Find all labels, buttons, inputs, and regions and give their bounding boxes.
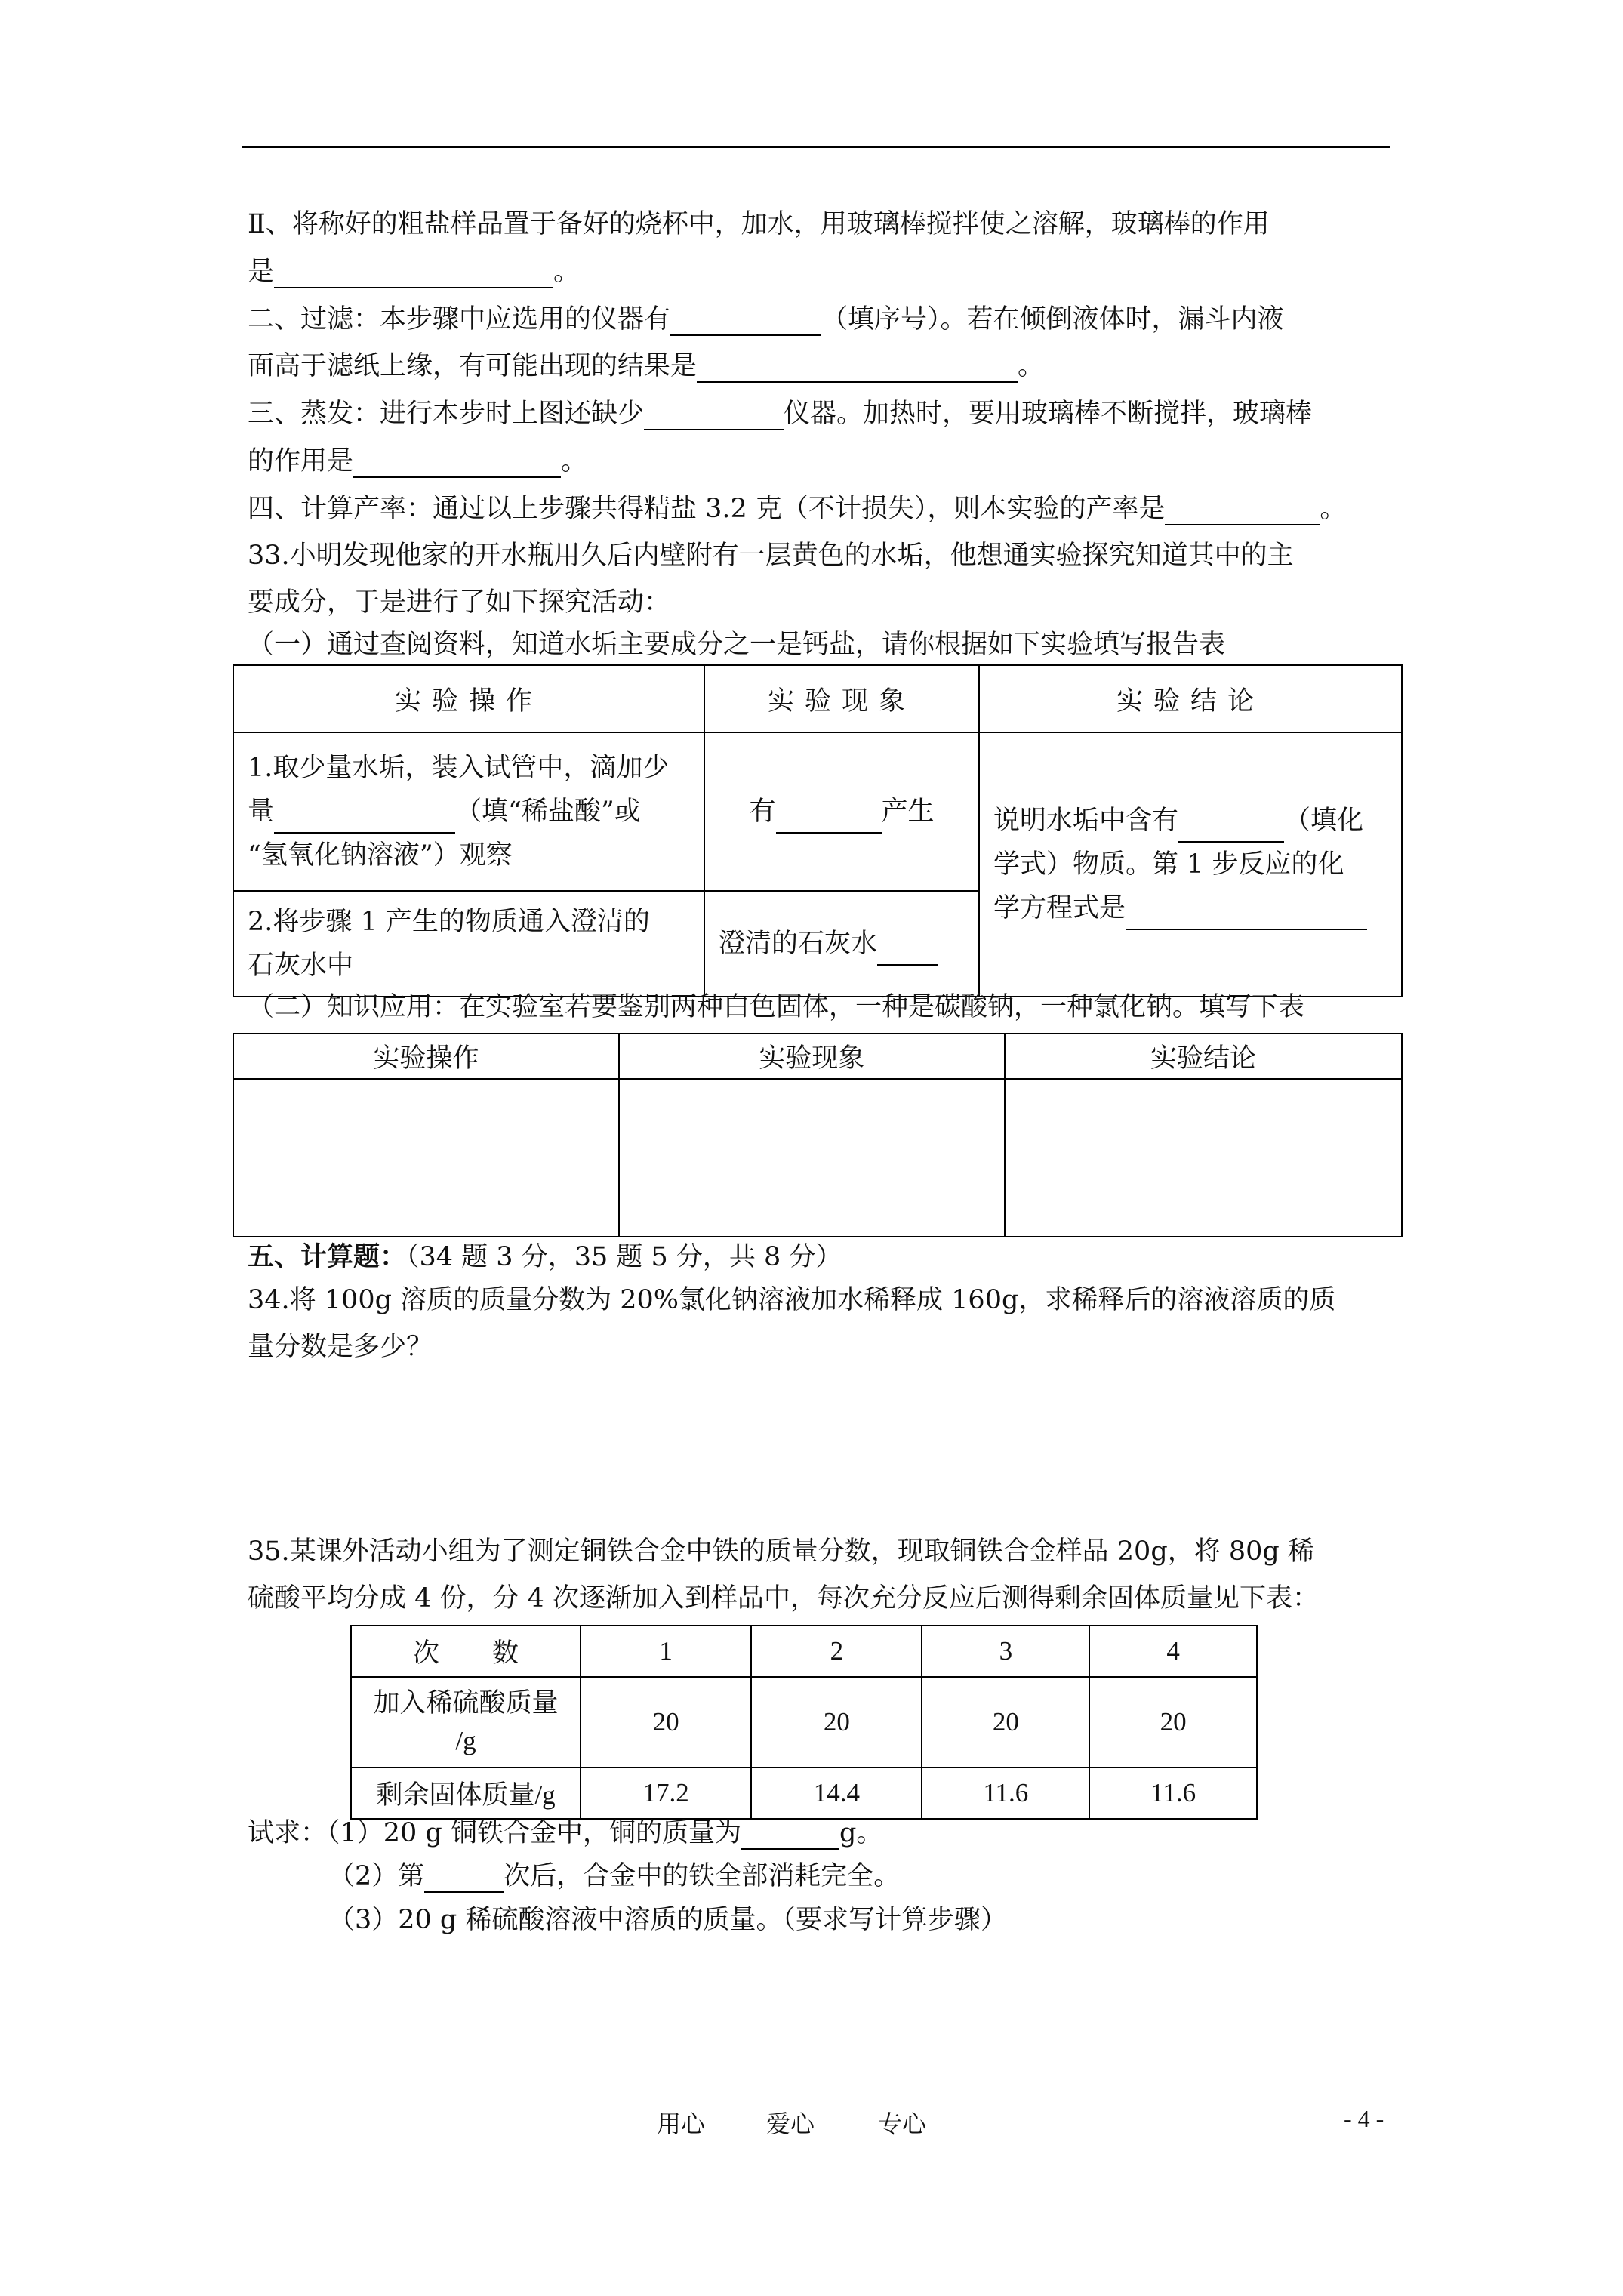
table-cell: 11.6 <box>922 1767 1089 1819</box>
identify-table <box>233 1033 1403 1237</box>
ask-2: （2）第 次后，合金中的铁全部消耗完全。 <box>328 1861 901 1891</box>
table-row <box>351 1677 1257 1767</box>
filter-line2: 面高于滤纸上缘，有可能出现的结果是 。 <box>248 351 1045 381</box>
table-cell: 有 产生 <box>704 732 979 891</box>
answer-blank[interactable] <box>776 805 882 834</box>
table-cell: 加入稀硫酸质量 /g <box>351 1677 581 1767</box>
table-header: 实验现象 <box>704 665 979 732</box>
answer-blank[interactable] <box>1126 901 1367 930</box>
table-cell: 17.2 <box>581 1767 751 1819</box>
step2-line2: 是 。 <box>248 257 581 287</box>
footer-text: 用心 <box>657 2110 706 2138</box>
table-cell[interactable] <box>1005 1079 1402 1237</box>
table-header: 实验结论 <box>1005 1034 1402 1079</box>
header-rule <box>242 146 1390 148</box>
q34-line1: 34.将 100g 溶质的质量分数为 20%氯化钠溶液加水稀释成 160g，求稀释后的溶液溶质的质 <box>248 1285 1336 1315</box>
footer-text: 爱心 <box>766 2110 815 2138</box>
table-header: 实验操作 <box>233 1034 619 1079</box>
evap-line1: 三、蒸发：进行本步时上图还缺少 仪器。加热时，要用玻璃棒不断搅拌，玻璃棒 <box>248 399 1313 429</box>
answer-blank[interactable] <box>353 449 561 478</box>
table-cell: 1.取少量水垢，装入试管中，滴加少 量 （填“稀盐酸”或 “氢氧化钠溶液”）观察 <box>233 732 704 891</box>
q33-line2: 要成分，于是进行了如下探究活动： <box>248 587 671 618</box>
table-cell: 2.将步骤 1 产生的物质通入澄清的 石灰水中 <box>233 891 704 997</box>
page-number: - 4 - <box>1344 2105 1384 2132</box>
filter-line1: 二、过滤：本步骤中应选用的仪器有 （填序号）。若在倾倒液体时，漏斗内液 <box>248 304 1284 334</box>
q33-part2: （二）知识应用：在实验室若要鉴别两种白色固体，一种是碳酸钠，一种氯化钠。填写下表 <box>248 992 1305 1022</box>
table-cell: 4 <box>1089 1626 1257 1677</box>
data-table <box>350 1625 1258 1820</box>
q35-line2: 硫酸平均分成 4 份，分 4 次逐渐加入到样品中，每次充分反应后测得剩余固体质量见下表： <box>248 1583 1320 1613</box>
table-header: 实验结论 <box>979 665 1402 732</box>
table-cell: 11.6 <box>1089 1767 1257 1819</box>
table-cell: 次 数 <box>351 1626 581 1677</box>
table-cell: 说明水垢中含有 （填化 学式）物质。第 1 步反应的化 学方程式是 <box>979 732 1402 997</box>
answer-blank[interactable] <box>741 1821 839 1850</box>
report-table <box>233 664 1403 997</box>
table-cell: 2 <box>751 1626 922 1677</box>
table-row <box>351 1767 1257 1819</box>
table-cell: 20 <box>581 1677 751 1767</box>
step2-line1: Ⅱ、将称好的粗盐样品置于备好的烧杯中，加水，用玻璃棒搅拌使之溶解，玻璃棒的作用 <box>248 209 1270 239</box>
table-cell: 20 <box>751 1677 922 1767</box>
ask-3: （3）20 g 稀硫酸溶液中溶质的质量。（要求写计算步骤） <box>328 1905 1007 1935</box>
answer-blank[interactable] <box>424 1864 504 1893</box>
table-cell: 3 <box>922 1626 1089 1677</box>
answer-blank[interactable] <box>1165 497 1320 525</box>
answer-blank[interactable] <box>274 260 553 288</box>
answer-blank[interactable] <box>670 307 821 336</box>
answer-blank[interactable] <box>644 402 784 430</box>
answer-blank[interactable] <box>274 805 455 834</box>
yield-line: 四、计算产率：通过以上步骤共得精盐 3.2 克（不计损失），则本实验的产率是 。 <box>248 494 1347 524</box>
q33-line1: 33.小明发现他家的开水瓶用久后内壁附有一层黄色的水垢，他想通实验探究知道其中的主 <box>248 541 1294 571</box>
table-cell: 14.4 <box>751 1767 922 1819</box>
evap-line2: 的作用是 。 <box>248 446 588 476</box>
q33-part1: （一）通过查阅资料，知道水垢主要成分之一是钙盐，请你根据如下实验填写报告表 <box>248 630 1226 660</box>
table-cell: 20 <box>922 1677 1089 1767</box>
answer-blank[interactable] <box>1178 814 1284 843</box>
table-header: 实验操作 <box>233 665 704 732</box>
sec5-title: 五、计算题：（34 题 3 分，35 题 5 分，共 8 分） <box>248 1241 842 1272</box>
answer-blank[interactable] <box>877 937 938 966</box>
footer-text: 专心 <box>878 2110 927 2138</box>
answer-blank[interactable] <box>697 354 1018 383</box>
ask-1: 试求：（1）20 g 铜铁合金中，铜的质量为 g。 <box>248 1818 883 1848</box>
table-row <box>351 1626 1257 1677</box>
table-cell[interactable] <box>619 1079 1005 1237</box>
table-cell: 澄清的石灰水 <box>704 891 979 997</box>
table-cell: 20 <box>1089 1677 1257 1767</box>
table-cell[interactable] <box>233 1079 619 1237</box>
table-cell: 剩余固体质量/g <box>351 1767 581 1819</box>
table-header: 实验现象 <box>619 1034 1005 1079</box>
q35-line1: 35.某课外活动小组为了测定铜铁合金中铁的质量分数，现取铜铁合金样品 20g，将 80g 稀 <box>248 1536 1314 1567</box>
table-cell: 1 <box>581 1626 751 1677</box>
q34-line2: 量分数是多少？ <box>248 1332 433 1362</box>
